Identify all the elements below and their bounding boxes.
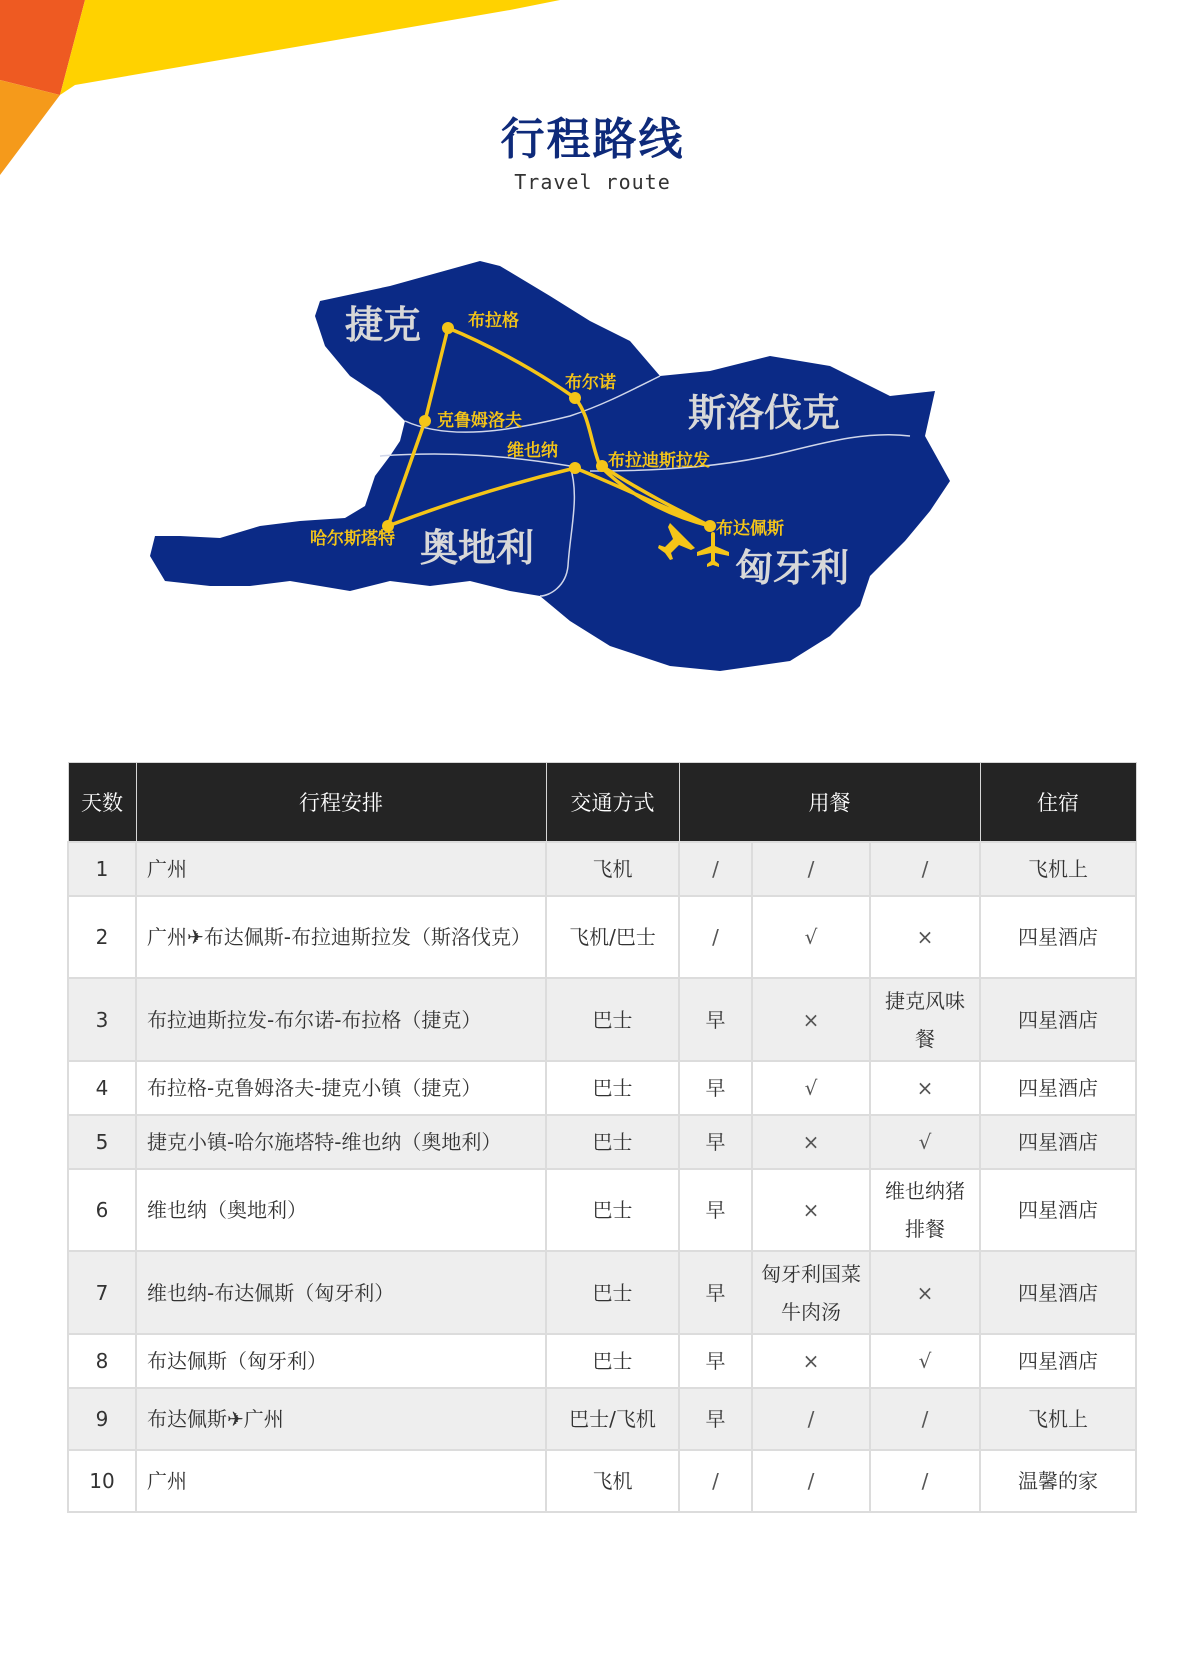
lunch-cell: × — [752, 1115, 870, 1169]
breakfast-cell: 早 — [679, 978, 752, 1061]
breakfast-cell: 早 — [679, 1115, 752, 1169]
city-label-krumlov: 克鲁姆洛夫 — [437, 411, 522, 431]
city-dot-vienna — [569, 462, 581, 474]
breakfast-cell: 早 — [679, 1388, 752, 1450]
day-cell: 1 — [68, 842, 136, 896]
table-row — [68, 1388, 1136, 1450]
transport-cell: 巴士 — [546, 1061, 679, 1115]
table-row — [68, 1061, 1136, 1115]
route-cell: 布拉格-克鲁姆洛夫-捷克小镇（捷克） — [136, 1061, 546, 1115]
hotel-cell: 四星酒店 — [980, 1334, 1136, 1388]
transport-cell: 飞机 — [546, 1450, 679, 1512]
page-subtitle: Travel route — [514, 170, 671, 194]
dinner-cell: 捷克风味餐 — [870, 978, 980, 1061]
day-cell: 7 — [68, 1251, 136, 1334]
city-dot-brno — [569, 392, 581, 404]
lunch-cell: √ — [752, 1061, 870, 1115]
dinner-cell: / — [870, 1450, 980, 1512]
country-label-cz: 捷克 — [345, 303, 422, 347]
route-cell: 布达佩斯（匈牙利） — [136, 1334, 546, 1388]
country-label-sk: 斯洛伐克 — [688, 391, 841, 435]
transport-cell: 飞机/巴士 — [546, 896, 679, 978]
dinner-cell: / — [870, 1388, 980, 1450]
transport-cell: 巴士 — [546, 1115, 679, 1169]
day-cell: 4 — [68, 1061, 136, 1115]
route-cell: 广州✈布达佩斯-布拉迪斯拉发（斯洛伐克） — [136, 896, 546, 978]
city-label-budapest: 布达佩斯 — [716, 519, 784, 539]
city-dot-prague — [442, 322, 454, 334]
city-label-brno: 布尔诺 — [565, 373, 616, 393]
table-row — [68, 896, 1136, 978]
hotel-cell: 飞机上 — [980, 1388, 1136, 1450]
lunch-cell: √ — [752, 896, 870, 978]
lunch-cell: / — [752, 842, 870, 896]
page-title: 行程路线 — [500, 114, 685, 165]
city-label-prague: 布拉格 — [468, 311, 519, 331]
city-dot-budapest — [704, 520, 716, 532]
route-cell: 捷克小镇-哈尔施塔特-维也纳（奥地利） — [136, 1115, 546, 1169]
day-cell: 10 — [68, 1450, 136, 1512]
transport-cell: 巴士/飞机 — [546, 1388, 679, 1450]
table-row — [68, 978, 1136, 1061]
lunch-cell: × — [752, 1169, 870, 1251]
day-cell: 6 — [68, 1169, 136, 1251]
city-dot-bratislava — [596, 460, 608, 472]
breakfast-cell: / — [679, 896, 752, 978]
table-header-row — [68, 763, 1136, 843]
hotel-cell: 四星酒店 — [980, 896, 1136, 978]
hotel-cell: 四星酒店 — [980, 1251, 1136, 1334]
day-cell: 5 — [68, 1115, 136, 1169]
header-route: 行程安排 — [136, 763, 546, 843]
route-cell: 维也纳-布达佩斯（匈牙利） — [136, 1251, 546, 1334]
lunch-cell: × — [752, 1334, 870, 1388]
transport-cell: 飞机 — [546, 842, 679, 896]
header-transport: 交通方式 — [546, 763, 679, 843]
itinerary-table — [67, 762, 1137, 1513]
day-cell: 3 — [68, 978, 136, 1061]
route-cell: 布拉迪斯拉发-布尔诺-布拉格（捷克） — [136, 978, 546, 1061]
hotel-cell: 飞机上 — [980, 842, 1136, 896]
lunch-cell: 匈牙利国菜牛肉汤 — [752, 1251, 870, 1334]
country-label-at: 奥地利 — [420, 526, 535, 570]
day-cell: 8 — [68, 1334, 136, 1388]
city-label-hallstatt: 哈尔斯塔特 — [310, 529, 395, 549]
breakfast-cell: / — [679, 842, 752, 896]
hotel-cell: 四星酒店 — [980, 1061, 1136, 1115]
breakfast-cell: 早 — [679, 1334, 752, 1388]
breakfast-cell: / — [679, 1450, 752, 1512]
dinner-cell: / — [870, 842, 980, 896]
table-row — [68, 842, 1136, 896]
dinner-cell: × — [870, 896, 980, 978]
dinner-cell: √ — [870, 1334, 980, 1388]
header-meals: 用餐 — [679, 763, 980, 843]
route-map — [150, 256, 1030, 716]
city-label-vienna: 维也纳 — [507, 441, 558, 461]
hotel-cell: 四星酒店 — [980, 978, 1136, 1061]
header-day: 天数 — [68, 763, 136, 843]
title-block — [0, 112, 1185, 194]
city-label-bratislava: 布拉迪斯拉发 — [608, 451, 710, 471]
dinner-cell: √ — [870, 1115, 980, 1169]
lunch-cell: × — [752, 978, 870, 1061]
transport-cell: 巴士 — [546, 1334, 679, 1388]
dinner-cell: × — [870, 1251, 980, 1334]
dinner-cell: × — [870, 1061, 980, 1115]
hotel-cell: 温馨的家 — [980, 1450, 1136, 1512]
breakfast-cell: 早 — [679, 1251, 752, 1334]
table-row — [68, 1169, 1136, 1251]
breakfast-cell: 早 — [679, 1169, 752, 1251]
table-row — [68, 1251, 1136, 1334]
dinner-cell: 维也纳猪排餐 — [870, 1169, 980, 1251]
transport-cell: 巴士 — [546, 1251, 679, 1334]
hotel-cell: 四星酒店 — [980, 1115, 1136, 1169]
route-cell: 维也纳（奥地利） — [136, 1169, 546, 1251]
map-land — [150, 261, 950, 671]
city-dot-krumlov — [419, 415, 431, 427]
lunch-cell: / — [752, 1450, 870, 1512]
country-label-hu: 匈牙利 — [735, 546, 850, 590]
route-cell: 布达佩斯✈广州 — [136, 1388, 546, 1450]
day-cell: 2 — [68, 896, 136, 978]
hotel-cell: 四星酒店 — [980, 1169, 1136, 1251]
day-cell: 9 — [68, 1388, 136, 1450]
table-row — [68, 1450, 1136, 1512]
route-cell: 广州 — [136, 842, 546, 896]
table-row — [68, 1334, 1136, 1388]
header-hotel: 住宿 — [980, 763, 1136, 843]
route-cell: 广州 — [136, 1450, 546, 1512]
lunch-cell: / — [752, 1388, 870, 1450]
breakfast-cell: 早 — [679, 1061, 752, 1115]
transport-cell: 巴士 — [546, 1169, 679, 1251]
transport-cell: 巴士 — [546, 978, 679, 1061]
table-row — [68, 1115, 1136, 1169]
